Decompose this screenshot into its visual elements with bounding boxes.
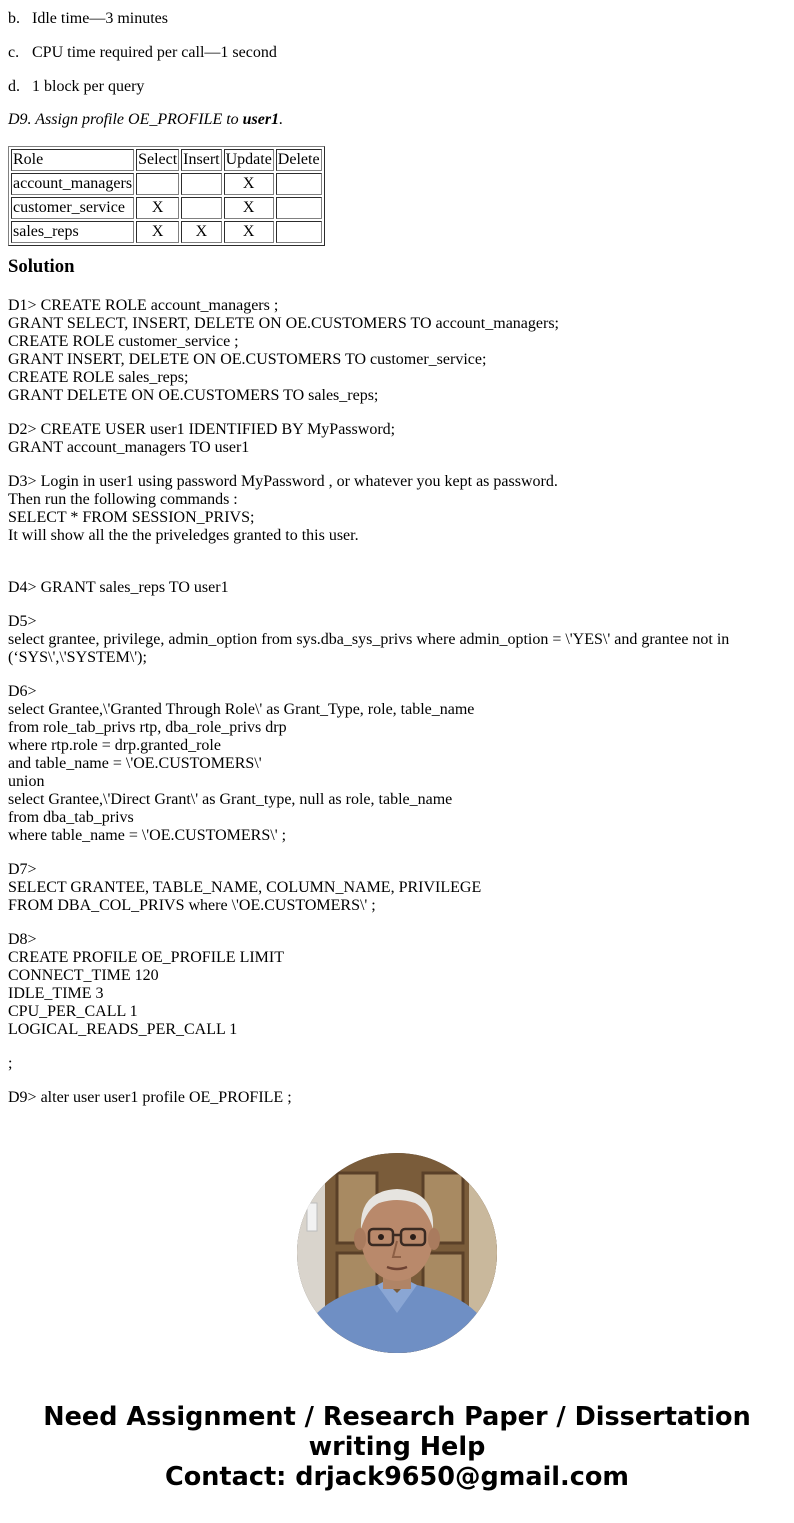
cell-insert — [181, 197, 221, 219]
solution-heading: Solution — [8, 256, 75, 277]
table-row — [11, 173, 322, 195]
solution-d1 — [8, 297, 786, 405]
solution-d8 — [8, 931, 786, 1039]
code-line: SELECT * FROM SESSION_PRIVS; — [8, 509, 255, 526]
solution-d6 — [8, 683, 786, 845]
solution-d4 — [8, 579, 786, 597]
cell-delete — [276, 173, 322, 195]
banner-line-2: writing Help — [308, 1432, 486, 1462]
banner-contact: Contact: drjack9650@gmail.com — [165, 1462, 629, 1492]
code-line: It will show all the the priveledges granted to this user. — [8, 527, 359, 544]
code-line: LOGICAL_READS_PER_CALL 1 — [8, 1021, 238, 1038]
cell-update: X — [224, 221, 274, 243]
code-line: D3> Login in user1 using password MyPassword , or whatever you kept as password. — [8, 473, 558, 490]
code-line: from dba_tab_privs — [8, 809, 134, 826]
code-line: D2> CREATE USER user1 IDENTIFIED BY MyPassword; — [8, 421, 396, 438]
code-line: D6> — [8, 683, 37, 700]
header-update: Update — [224, 149, 274, 171]
code-line: Then run the following commands : — [8, 491, 238, 508]
cell-select: X — [136, 221, 179, 243]
code-line: CREATE ROLE customer_service ; — [8, 333, 239, 350]
code-line: IDLE_TIME 3 — [8, 985, 104, 1002]
table-row — [11, 197, 322, 219]
solution-d7 — [8, 861, 786, 915]
code-line: GRANT SELECT, INSERT, DELETE ON OE.CUSTOMERS TO account_managers; — [8, 315, 559, 332]
contact-banner — [0, 1402, 794, 1492]
author-avatar — [297, 1153, 497, 1353]
code-line: D8> — [8, 931, 37, 948]
cell-role: sales_reps — [11, 221, 134, 243]
code-line: select Grantee,\'Granted Through Role\' as Grant_Type, role, table_name — [8, 701, 475, 718]
solution-d9 — [8, 1089, 786, 1107]
code-line: CREATE ROLE sales_reps; — [8, 369, 189, 386]
header-role: Role — [11, 149, 134, 171]
solution-d2 — [8, 421, 786, 457]
code-line: GRANT INSERT, DELETE ON OE.CUSTOMERS TO customer_service; — [8, 351, 487, 368]
table-row — [11, 221, 322, 243]
header-select: Select — [136, 149, 179, 171]
solution-d8-terminator — [8, 1055, 786, 1073]
header-delete: Delete — [276, 149, 322, 171]
code-line: D4> GRANT sales_reps TO user1 — [8, 579, 229, 596]
cell-update: X — [224, 197, 274, 219]
banner-line-1: Need Assignment / Research Paper / Dissertation — [43, 1402, 751, 1432]
code-line: GRANT DELETE ON OE.CUSTOMERS TO sales_reps; — [8, 387, 379, 404]
code-line: and table_name = \'OE.CUSTOMERS\' — [8, 755, 262, 772]
cell-role: customer_service — [11, 197, 134, 219]
code-line: CONNECT_TIME 120 — [8, 967, 159, 984]
code-line: D9> alter user user1 profile OE_PROFILE ; — [8, 1089, 292, 1106]
code-line: GRANT account_managers TO user1 — [8, 439, 250, 456]
code-line: select grantee, privilege, admin_option from sys.dba_sys_privs where admin_option = \'YES\' and grantee not in (‘SYS\',\'SYSTEM\'); — [8, 631, 730, 666]
requirement-item-b: b. Idle time—3 minutes — [8, 10, 168, 27]
code-line: from role_tab_privs rtp, dba_role_privs drp — [8, 719, 287, 736]
cell-delete — [276, 221, 322, 243]
code-line: ; — [8, 1055, 13, 1072]
code-line: FROM DBA_COL_PRIVS where \'OE.CUSTOMERS\' ; — [8, 897, 376, 914]
code-line: select Grantee,\'Direct Grant\' as Grant_type, null as role, table_name — [8, 791, 453, 808]
cell-insert — [181, 173, 221, 195]
code-line: where rtp.role = drp.granted_role — [8, 737, 221, 754]
code-line: D5> — [8, 613, 37, 630]
code-line: CREATE PROFILE OE_PROFILE LIMIT — [8, 949, 284, 966]
requirement-item-d: d. 1 block per query — [8, 78, 145, 95]
cell-insert: X — [181, 221, 221, 243]
solution-d3 — [8, 473, 786, 545]
cell-select — [136, 173, 179, 195]
solution-d5 — [8, 613, 786, 667]
code-line: SELECT GRANTEE, TABLE_NAME, COLUMN_NAME, PRIVILEGE — [8, 879, 482, 896]
cell-update: X — [224, 173, 274, 195]
cell-role: account_managers — [11, 173, 134, 195]
header-insert: Insert — [181, 149, 221, 171]
requirement-item-c: c. CPU time required per call—1 second — [8, 44, 277, 61]
cell-select: X — [136, 197, 179, 219]
code-line: CPU_PER_CALL 1 — [8, 1003, 138, 1020]
code-line: union — [8, 773, 45, 790]
d9-task-heading: D9. Assign profile OE_PROFILE to user1. — [8, 111, 284, 128]
cell-delete — [276, 197, 322, 219]
code-line: D7> — [8, 861, 37, 878]
author-portrait-illustration — [297, 1153, 497, 1353]
table-header-row — [11, 149, 322, 171]
code-line: where table_name = \'OE.CUSTOMERS\' ; — [8, 827, 287, 844]
role-privilege-table — [8, 146, 325, 246]
code-line: D1> CREATE ROLE account_managers ; — [8, 297, 279, 314]
